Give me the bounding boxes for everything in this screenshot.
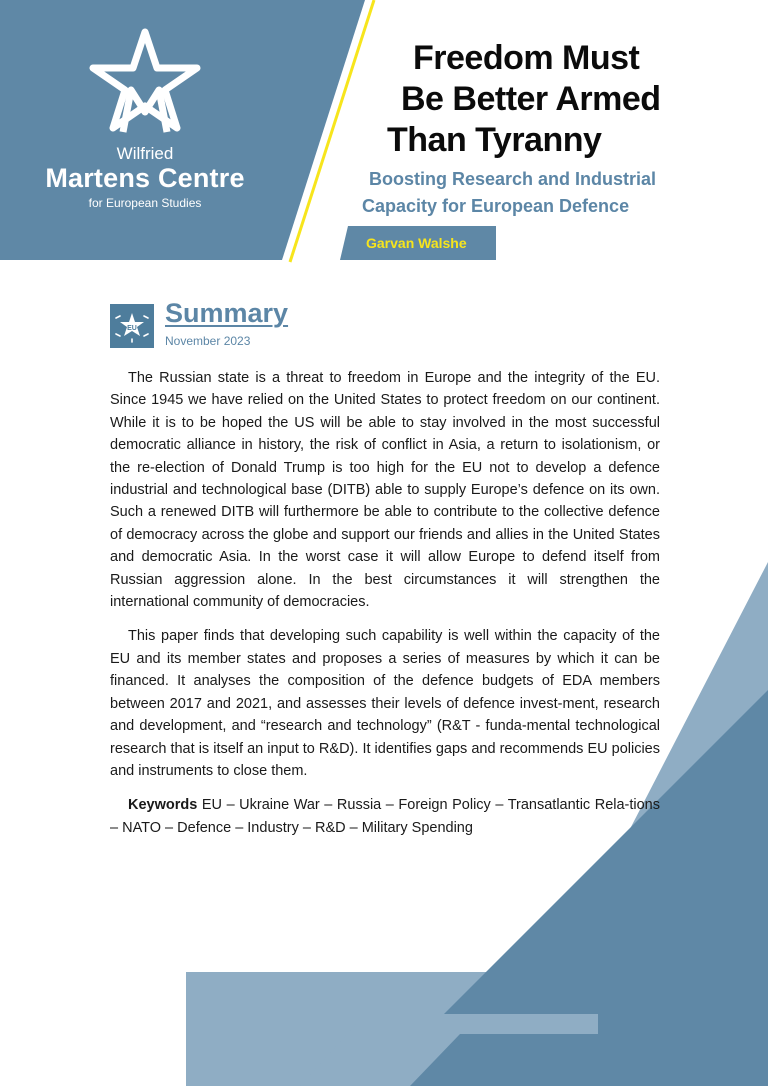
summary-body bbox=[110, 367, 660, 851]
paragraph-2: This paper finds that developing such capability is well within the capacity of the EU and its member states and proposes a series of measures by which it can be financed. It analyses the composition of the defence budgets of EDA members between 2017 and 2021, and assesses their levels of defence invest-ment, research and development, and “research and technology” (R&T - funda-mental technological research that is itself an input to R&D). It identifies gaps and recommends EU policies and instruments to close them. bbox=[110, 628, 660, 779]
logo-line3: for European Studies bbox=[88, 196, 202, 210]
keywords bbox=[110, 794, 660, 839]
subtitle-line2: Capacity for European Defence bbox=[362, 196, 630, 216]
logo-line1: Wilfried bbox=[116, 144, 174, 163]
summary-heading: Summary bbox=[165, 298, 289, 328]
subtitle-line1: Boosting Research and Industrial bbox=[369, 169, 657, 189]
footer-shape-lower bbox=[410, 1034, 768, 1086]
eu-icon-text: EU bbox=[127, 325, 137, 332]
title-line1: Freedom Must bbox=[413, 39, 640, 77]
document-subtitle bbox=[362, 166, 722, 220]
summary-date: November 2023 bbox=[165, 334, 251, 348]
logo-line2: Martens Centre bbox=[45, 163, 245, 193]
author-tab bbox=[340, 226, 496, 260]
keywords-text: EU – Ukraine War – Russia – Foreign Policy – Transatlantic Rela-tions – NATO – Defence – Industry – R&D – Military Spending bbox=[110, 797, 661, 836]
logo bbox=[30, 28, 260, 210]
title-line3: Than Tyranny bbox=[387, 121, 602, 159]
document-title bbox=[385, 38, 705, 161]
author-name: Garvan Walshe bbox=[366, 235, 467, 251]
star-m-logo-icon bbox=[85, 28, 205, 138]
eu-stars-icon bbox=[110, 304, 154, 348]
keywords-label: Keywords bbox=[128, 797, 198, 814]
title-line2: Be Better Armed bbox=[401, 80, 661, 118]
paragraph-1: The Russian state is a threat to freedom in Europe and the integrity of the EU. Since 1945 we have relied on the United States to protect freedom on our continent. While it is to be hoped the US will be able to stay involved in the most successful democratic alliance in history, the risk of conflict in Asia, a return to isolationism, or the re-election of Donald Trump is too high for the EU not to develop a defence industrial and technological base (DITB) able to supply Europe’s defence on its own. Such a renewed DITB will furthermore be able to contribute to the collective defence of democracy across the globe and support our friends and allies in the United States and democratic Asia. In the worst case it will allow Europe to defend itself from Russian aggression alone. In the best circumstances it will strengthen the international community of democracies. bbox=[110, 370, 660, 611]
